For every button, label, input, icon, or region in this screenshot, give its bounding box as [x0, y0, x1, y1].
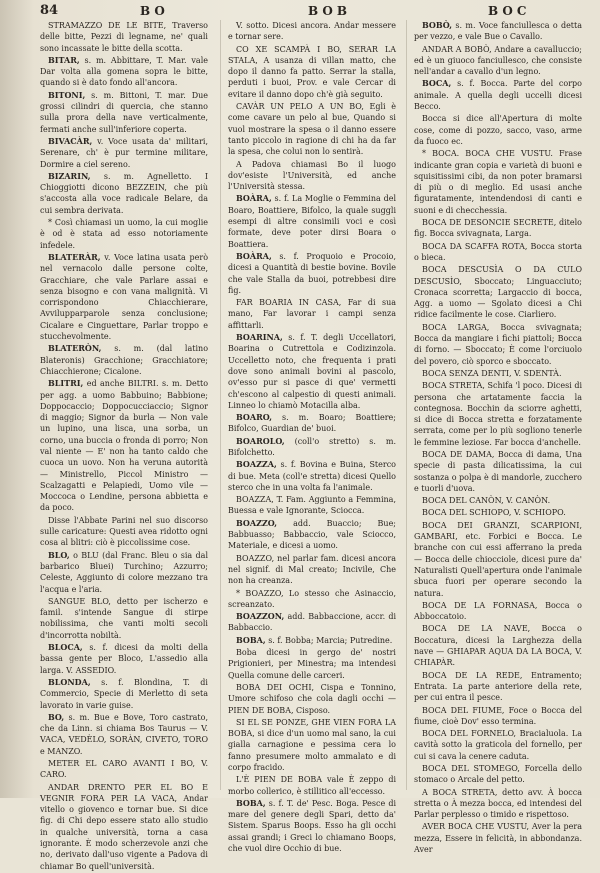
dictionary-entry	[228, 774, 396, 797]
dictionary-entry	[40, 515, 208, 549]
dictionary-entry	[228, 717, 396, 773]
entry-definition: v. Voce usata da' militari, Serenare, ch' è pur termine militare, Dormire a ciel sereno.	[40, 136, 208, 169]
column-divider	[406, 20, 407, 790]
page-number: 84	[40, 3, 59, 18]
entry-definition: CAVÀR UN PELO A UN BO, Egli è come cavare un pelo al bue, Quando si vuol mostrare la spesa o il danno essere tanto piccolo in ragione di chi ha da far la spesa, che colui non lo sentirà.	[228, 102, 396, 157]
dictionary-entry	[414, 507, 582, 518]
entry-definition: Disse l'Abbate Parini nel suo discorso sulle caricature: Questi avea ridotto ogni cosa al blitri: ciò è piccolissime cose.	[40, 515, 208, 548]
dictionary-entry	[228, 332, 396, 411]
dictionary-entry	[414, 264, 582, 320]
entry-definition: BOCA LARGA, Bocca svivagnata; Bocca da mangiare i fichi piattoli; Bocca di forno. — Sboccato; È come l'orciuolo del povero, ciò sporco e sboccato.	[414, 322, 582, 366]
entry-headword: BOAZZO,	[236, 517, 278, 528]
entry-headword: BOBÒ,	[422, 20, 453, 30]
entry-headword: BITONI,	[48, 89, 86, 100]
entry-definition: SI EL SE PONZE, GHE VIEN FORA LA BOBA, si dice d'un uomo mal sano, la cui gialla carnagione e pessima cera lo fanno presumere molto ammalato e di corpo fracido.	[228, 717, 396, 772]
dictionary-entry	[40, 20, 208, 54]
entry-headword: BOARO,	[236, 412, 273, 423]
entry-definition: A Padova chiamasi Bo il luogo dov'esiste l'Università, ed anche l'Università stessa.	[228, 159, 396, 192]
entry-definition: s. f. Proquoio e Procoio, dicesi a Quantità di bestie bovine. Bovile che vale Stalla da buoi, potrebbesi dire fig.	[228, 251, 397, 295]
left-column	[40, 20, 208, 873]
entry-definition: s. m. Abbittare, T. Mar. vale Dar volta alla gomena sopra le bitte, quando si è dato fondo all'ancora.	[40, 55, 208, 88]
entry-definition: s. f. dicesi da molti della bassa gente per Bloco, L'assedio alla larga. V. ASSEDIO.	[40, 643, 209, 675]
entry-headword: BLO,	[48, 549, 70, 560]
entry-definition: ANDAR DRENTO PER EL BO E VEGNIR FORA PER LA VACA, Andar vitello o giovenco e tornar bue. Si dice fig. di Chi depo essere stato allo studio in qualche università, torna a casa ignorante. È modo scherzevole anzi che no, derivato dall'uso vigente a Padova di chiamar Bo quell'università.	[40, 782, 208, 871]
dictionary-entry	[414, 705, 582, 728]
entry-definition: s. m. Bittoni, T. mar. Due grossi cilindri di quercia, che stanno sulla prora della nave verticalmente, fermati anche sull'inferiore coperta.	[40, 90, 209, 134]
entry-definition: SANGUE BLO, detto per ischerzo e famil. s'intende Sangue di stirpe nobilissima, che vanti molti secoli d'incorrotta nobiltà.	[40, 596, 208, 640]
entry-headword: BOAROLO,	[236, 435, 285, 446]
entry-definition: BOCA DE LA REDE, Entramento; Entrata. La parte anteriore della rete, per cui entra il pesce.	[414, 670, 582, 703]
dictionary-entry	[414, 763, 582, 786]
entry-headword: BLOCA,	[48, 642, 83, 653]
entry-definition: * Così chiamasi un uomo, la cui moglie è od è stata ad esso notoriamente infedele.	[40, 218, 208, 250]
dictionary-entry	[228, 44, 396, 100]
entry-headword: BOCA,	[422, 78, 452, 89]
entry-headword: BO,	[48, 711, 65, 722]
entry-definition: V. sotto. Dicesi ancora. Andar messere e tornar sere.	[228, 21, 396, 42]
entry-definition: Bocca si dice all'Apertura di molte cose, come di pozzo, sacco, vaso, arme da fuoco ec.	[414, 114, 582, 146]
entry-definition: BOCA DEL FIUME, Foce o Bocca del fiume, cioè Dov' esso termina.	[414, 705, 582, 726]
entry-definition: ed anche BILTRI. s. m. Detto per agg. a uomo Babbuino; Babbione; Doppocaccio; Doppocucciaccio; Signor di maggio; Signor da burla — Non vale un lupino, una lisca, una sorba, un corno, una buccia o fronda di porro; Non val niente — E' non ha tanto caldo che cuoca un uovo. Non ha veruna autorità — Ministrello, Piccol Ministro — Scalzagatti e Pelapiedi, Uomo vile — Moccoca o Lendine, persona abbietta e da poco.	[40, 379, 209, 513]
entry-definition: o BLU (dal Franc. Bleu o sia dal barbarico Bluei) Turchino; Azzurro; Celeste, Aggiunto di colore mezzano tra l'acqua e l'aria.	[40, 550, 208, 594]
dictionary-entry	[40, 677, 208, 711]
entry-definition: add. Babbaccione, accr. di Babbaccio.	[228, 612, 396, 633]
dictionary-entry	[414, 600, 582, 623]
running-head-middle: BOB	[308, 4, 351, 18]
dictionary-entry	[414, 728, 582, 762]
dictionary-entry	[228, 611, 396, 634]
entry-definition: BOCA DEI GRANZI, SCARPIONI, GAMBARI, etc. Forbici e Bocca. Le branche con cui essi afferrano la preda — Bocca delle chiocciole, dicesi pure da' Naturalisti Quell'apertura onde l'animale sbuca fuori per operare secondo la natura.	[414, 520, 582, 598]
page-fold-shadow	[0, 0, 34, 798]
entry-definition: L'È PIEN DE BOBA vale È zeppo di morbo collerico, è stillitico all'eccesso.	[228, 775, 396, 796]
running-head-right: BOC	[488, 4, 531, 18]
entry-definition: s. m. Bue e Bove, Toro castrato, che da Linn. si chiama Bos Taurus — V. VACA, VEDÈLO, SORÀN, CIVETO, TORO e MANZO.	[40, 712, 209, 756]
entry-definition: s. m. Boaro; Boattiere; Bifolco, Guardian de' buoi.	[228, 413, 396, 434]
dictionary-entry	[40, 642, 208, 676]
dictionary-entry	[414, 217, 582, 240]
entry-definition: BOCA DE DAMA, Bocca di dama, Una specie di pasta dilicatissima, la cui sostanza o polpa è di mandorle, zucchero e tuorli d'uova.	[414, 449, 582, 493]
dictionary-entry	[40, 136, 208, 170]
entry-definition: BOCA DE LA NAVE, Bocca o Boccatura, dicesi la Larghezza della nave — GHIAPAR AQUA DA LA BOCA, V. CHIAPÀR.	[414, 624, 582, 668]
dictionary-entry	[40, 596, 208, 641]
entry-definition: s. f. Bocca. Parte del corpo animale. A quella degli uccelli dicesi Becco.	[414, 79, 582, 112]
entry-definition: BOCA DESCUSÌA O DA CULO DESCUSÌO, Sboccato; Linguacciuto; Cronaca scorretta; Largaccio di bocca, Agg. a uomo — Sgolato dicesi a Chi ridice facilmente le cose. Ciarliero.	[414, 265, 582, 320]
middle-column	[228, 20, 396, 855]
entry-headword: BOBA,	[236, 797, 266, 808]
dictionary-entry	[40, 171, 208, 216]
entry-definition: BOCA DE LA FORNASA, Bocca o Abboccatoio.	[414, 600, 582, 622]
dictionary-entry	[414, 495, 582, 506]
dictionary-entry	[40, 550, 208, 595]
dictionary-entry	[414, 520, 582, 599]
entry-headword: BLATERÀR,	[48, 251, 101, 262]
dictionary-entry	[228, 459, 396, 493]
entry-definition: BOCA DEL SCHIOPO, V. SCHIOPO.	[422, 508, 566, 518]
entry-definition: CO XE SCAMPÀ I BO, SERAR LA STALA, A usanza di villan matto, che dopo il danno fa patto. Serrar la stalla, perduti i buoi, Prov. e vale Cercar di evitare il danno dopo ch'è già seguito.	[228, 44, 396, 99]
dictionary-entry	[414, 20, 582, 43]
dictionary-entry	[228, 635, 396, 646]
entry-definition: s. m. Agnelletto. I Chioggiotti dicono BEZZEIN, che più s'accosta alla voce radicale Belare, da cui sembra derivata.	[40, 171, 208, 215]
dictionary-entry	[228, 159, 396, 193]
dictionary-entry	[228, 297, 396, 331]
dictionary-entry	[228, 494, 396, 517]
column-divider	[220, 20, 221, 790]
entry-definition: s. f. T. de' Pesc. Boga. Pesce di mare del genere degli Spari, detto da' Sistem. Sparus Boops. Esso ha gli occhi assai grandi; i Greci lo chiamano Boops, che vuol dire Occhio di bue.	[228, 798, 396, 854]
dictionary-entry	[40, 758, 208, 781]
entry-definition: BOCA STRETA, Schifa 'l poco. Dicesi di persona che artatamente faccia la contegnosa. Bocchin da sciorre aghetti, si dice di Bocca stretta e forzatamente serrata, come per lo più sogliono tenerle le femmine leziose. Far bocca d'anchelle.	[414, 381, 582, 447]
entry-definition: BOBA DEI OCHI, Cispa e Tonnino, Umore schifoso che cola dagli occhi — PIEN DE BOBA, Cisposo.	[228, 682, 396, 715]
entry-headword: BOBA,	[236, 634, 266, 645]
dictionary-entry	[228, 647, 396, 681]
dictionary-entry	[40, 378, 208, 514]
entry-definition: STRAMAZZO DE LE BITE, Traverso delle bitte, Pezzi di legname, ne' quali sono incassate le bitte della scotta.	[40, 21, 208, 53]
dictionary-entry	[228, 101, 396, 157]
entry-headword: BLATERÒN,	[48, 343, 102, 354]
entry-definition: BOCA DEL FORNELO, Bracialuola. La cavità sotto la graticola del fornello, per cui si cava la cenere caduta.	[414, 729, 582, 761]
dictionary-entry	[414, 241, 582, 264]
dictionary-entry	[414, 380, 582, 448]
dictionary-entry	[40, 252, 208, 342]
entry-definition: (coll'o stretto) s. m. Bifolchetto.	[228, 436, 396, 457]
entry-definition: BOCA DE DESONCIE SECRETE, ditelo fig. Bocca svivagnata, Larga.	[414, 218, 582, 239]
dictionary-entry	[414, 787, 582, 821]
entry-definition: s. f. Blondina, T. di Commercio, Specie di Merletto di seta lavorato in varie guise.	[40, 677, 208, 710]
entry-headword: BIZARIN,	[48, 170, 91, 181]
entry-headword: BITAR,	[48, 54, 80, 65]
dictionary-entry	[414, 670, 582, 704]
entry-headword: BLITRI,	[48, 378, 84, 389]
entry-definition: s. m. Voce fanciullesca o detta per vezzo, e vale Bue o Cavallo.	[414, 21, 583, 42]
dictionary-entry	[414, 368, 582, 379]
dictionary-entry	[40, 90, 208, 135]
entry-headword: BOAZZON,	[236, 611, 285, 622]
entry-headword: BOARINA,	[236, 332, 283, 343]
entry-definition: s. f. Bobba; Marcia; Putredine.	[268, 635, 393, 645]
entry-headword: BLONDA,	[48, 676, 91, 687]
entry-definition: BOCA DEL CANÒN, V. CANÒN.	[422, 496, 551, 506]
entry-definition: FAR BOARIA IN CASA, Far di sua mano, Far lavorar i campi senza affittarli.	[228, 298, 396, 330]
entry-definition: BOCA SENZA DENTI, V. SDENTÀ.	[422, 368, 562, 378]
dictionary-entry	[40, 782, 208, 872]
entry-definition: * BOAZZO, Lo stesso che Asinaccio, screanzato.	[228, 588, 396, 609]
entry-definition: A BOCA STRETA, detto avv. À bocca stretta o À mezza bocca, ed intendesi del Parlar perplesso o timido e rispettoso.	[414, 787, 582, 820]
entry-definition: ANDAR A BOBÒ, Andare a cavalluccio; ed è un giuoco fanciullesco, che consiste nell'andar a cavallo d'un legno.	[414, 44, 582, 77]
entry-definition: BOCA DA SCAFFA ROTA, Bocca storta o bieca.	[414, 241, 582, 262]
dictionary-entry	[40, 343, 208, 377]
entry-definition: s. f. T. degli Uccellatori, Boarina o Cutrettola e Codizinzola. Uccelletto noto, che frequenta i prati dove sono animali bovini al pascolo, ov'esso pur si pasce di que' vermetti ch'escono al calpestio di questi animali. Linneo lo chiamò Motacilla alba.	[228, 333, 396, 410]
entry-definition: s. f. La Moglie o Femmina del Boaro, Boattiere, Bifolco, la quale suggli esempi di altre consimili voci e così formate, deve poter dirsi Boara o Boattiera.	[228, 194, 397, 249]
entry-definition: s. f. Bovina e Buina, Sterco di bue. Meta (coll'e stretta) dicesi Quello sterco che in una volta fa l'animale.	[228, 460, 397, 492]
dictionary-entry	[40, 217, 208, 251]
entry-definition: * BOCA. BOCA CHE VUSTU. Frase indicante gran copia e varietà di buoni e squisitissimi cibi, da non poter bramarsi di più o di meglio. Ed usasi anche figuratamente, intendendosi di canti e suoni e di checchessia.	[414, 149, 582, 215]
dictionary-entry	[228, 518, 396, 552]
dictionary-entry	[228, 412, 396, 435]
entry-definition: s. m. (dal latino Blateronis) Gracchione; Gracchiatore; Chiacchierone; Cicalone.	[40, 344, 209, 376]
dictionary-entry	[414, 821, 582, 855]
dictionary-entry	[228, 251, 396, 296]
dictionary-entry	[228, 588, 396, 611]
dictionary-entry	[40, 712, 208, 757]
dictionary-entry	[228, 682, 396, 716]
entry-headword: BOÀRA,	[236, 250, 272, 261]
dictionary-entry	[414, 44, 582, 78]
dictionary-entry	[414, 113, 582, 147]
dictionary-entry	[228, 798, 396, 854]
entry-definition: BOAZZO, nel parlar fam. dicesi ancora nel signif. di Mal creato; Incivile, Che non ha creanza.	[228, 553, 396, 586]
entry-definition: BOCA DEL STOMEGO, Forcella dello stomaco o Arcale del petto.	[414, 764, 582, 785]
right-column	[414, 20, 582, 856]
entry-definition: METER EL CARO AVANTI I BO, V. CARO.	[40, 759, 208, 780]
entry-headword: BOÀRA,	[236, 193, 272, 204]
dictionary-entry	[414, 322, 582, 367]
dictionary-entry	[414, 148, 582, 216]
dictionary-entry	[228, 193, 396, 249]
entry-headword: BIVACÀR,	[48, 135, 93, 146]
entry-definition: AVER BOCA CHE VUSTU, Aver la pera mezza, Essere in felicità, in abbondanza. Aver	[414, 822, 582, 855]
dictionary-entry	[414, 449, 582, 494]
dictionary-entry	[228, 436, 396, 459]
dictionary-entry	[414, 623, 582, 668]
entry-headword: BOAZZA,	[236, 459, 277, 470]
entry-definition: Boba dicesi in gergo de' nostri Prigionieri, per Minestra; ma intendesi Quella comune delle carceri.	[228, 648, 396, 680]
entry-definition: BOAZZA, T. Fam. Aggiunto a Femmina, Buessa e vale Ignorante, Sciocca.	[228, 495, 396, 516]
entry-definition: v. Voce latina usata però nel vernacolo dalle persone colte, Gracchiare, che vale Parlare assai e senza bisogno e con vana malignità. Vi corrispondono Chiacchierare, Avvilupparparole senza conclusione; Cicalare e Cinguettare, Parlar troppo e stucchevolmente.	[40, 252, 209, 342]
dictionary-entry	[228, 553, 396, 587]
dictionary-entry	[414, 78, 582, 112]
dictionary-entry	[228, 20, 396, 43]
running-head-left: BO	[140, 4, 169, 18]
dictionary-entry	[40, 55, 208, 89]
entry-definition: add. Buaccio; Bue; Babbuasso; Babbaccio, vale Sciocco, Materiale, e dicesi a uomo.	[228, 518, 396, 551]
